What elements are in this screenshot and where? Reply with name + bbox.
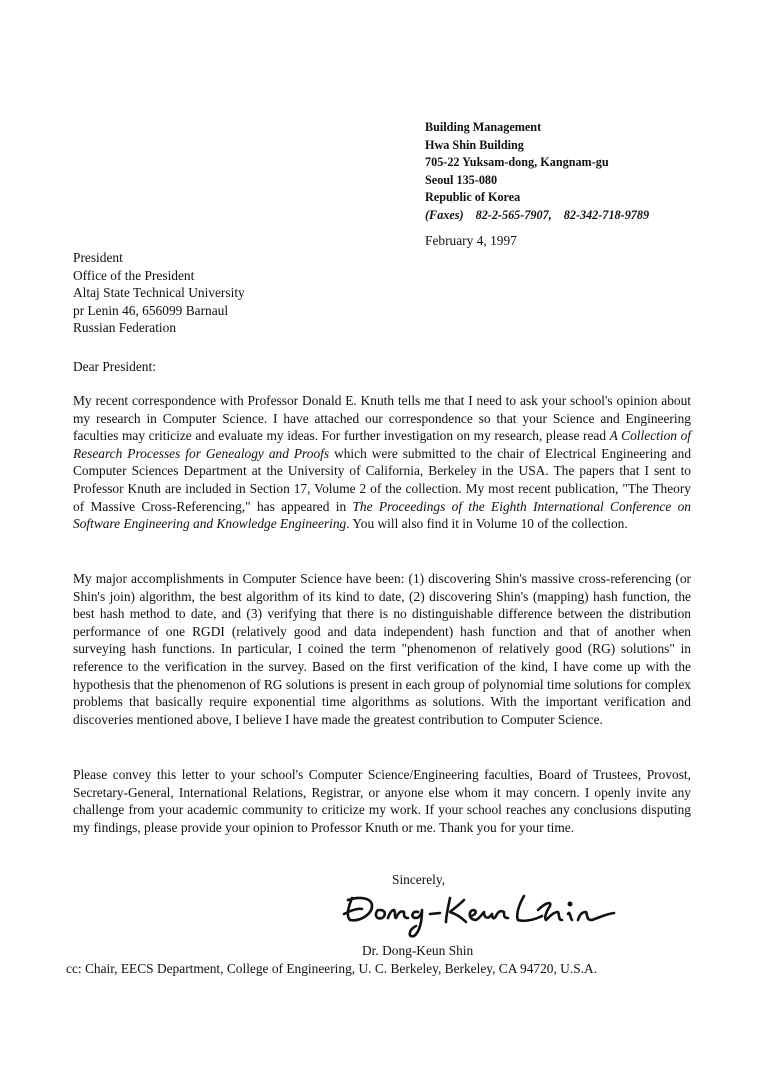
salutation: Dear President: [73,359,156,374]
fax-number: 82-342-718-9789 [563,207,650,222]
recipient-line: Altaj State Technical University [73,285,245,301]
signer-name: Dr. Dong-Keun Shin [362,943,474,958]
sender-line: Seoul 135-080 [425,172,498,187]
letter-date: February 4, 1997 [425,233,517,248]
sender-line: Hwa Shin Building [425,137,524,152]
sender-line: Republic of Korea [425,190,521,205]
fax-label: (Faxes) [425,207,464,222]
recipient-address-block [73,249,245,337]
paragraph-text: which were submitted to the chair of Electrical Engineering and Computer Sciences Department at the University of California, Berkeley in the USA. The papers that I sent to Professor Knuth are included in Section 17, Volume 2 of the collection. My most recent publication, "The Theory of Massive Cross-Referencing," has appeared in [73,445,692,514]
cc-line: cc: Chair, EECS Department, College of Engineering, U. C. Berkeley, Berkeley, CA 94720, U.S.A. [66,961,598,976]
handwritten-signature [338,880,618,942]
recipient-line: Office of the President [73,267,195,283]
sender-address-block [425,119,661,225]
paragraph-text: My recent correspondence with Professor Donald E. Knuth tells me that I need to ask your school's opinion about my research in Computer Science. I have attached our correspondence so that your Science and Engineering faculties may criticize and evaluate my ideas. For further investigation on my research, please read [73,393,691,444]
body-paragraph-1 [73,392,691,533]
recipient-line: President [73,250,123,265]
sender-line: 705-22 Yuksam-dong, Kangnam-gu [425,155,609,170]
fax-number: 82-2-565-7907, [475,207,552,222]
proceedings-title: The Proceedings of the Eighth International Conference on Software Engineering and Knowledge Engineering [73,498,691,532]
body-paragraph-3: Please convey this letter to your school's Computer Science/Engineering faculties, Board of Trustees, Provost, Secretary-General, International Relations, Registrar, or anyone else whom it may concern. I openly invite any challenge from your academic community to criticize my work. If your school reaches any conclusions disputing my findings, please provide your opinion to Professor Knuth or me. Thank you for your time. [73,767,691,835]
sender-line: Building Management [425,120,542,134]
closing: Sincerely, [392,872,446,887]
recipient-line: pr Lenin 46, 656099 Barnaul [73,302,229,318]
body-paragraph-2: My major accomplishments in Computer Science have been: (1) discovering Shin's massive cross-referencing (or Shin's join) algorithm, the best algorithm of its kind to date, (2) discovering Shin's (mapping) hash function, the best hash method to date, and (3) verifying that there is no distinguishable difference between the distribution performance of one RGDI (relatively good and data independent) hash function and that of another when surveying hash functions. In particular, I coined the term "phenomenon of relatively good (RG) solutions" in reference to the verification in the survey. Based on the first verification of the kind, I have come up with the hypothesis that the phenomenon of RG solutions is present in each group of polynomial time solutions for complex problems that basically require exponential time algorithms as solutions. With the important verification and discoveries mentioned above, I believe I have made the greatest contribution to Computer Science. [73,571,691,727]
book-title: A Collection of Research Processes for Genealogy and Proofs [73,428,691,461]
sender-fax-line [425,207,661,225]
paragraph-text: . You will also find it in Volume 10 of the collection. [346,516,628,532]
recipient-line: Russian Federation [73,320,177,336]
